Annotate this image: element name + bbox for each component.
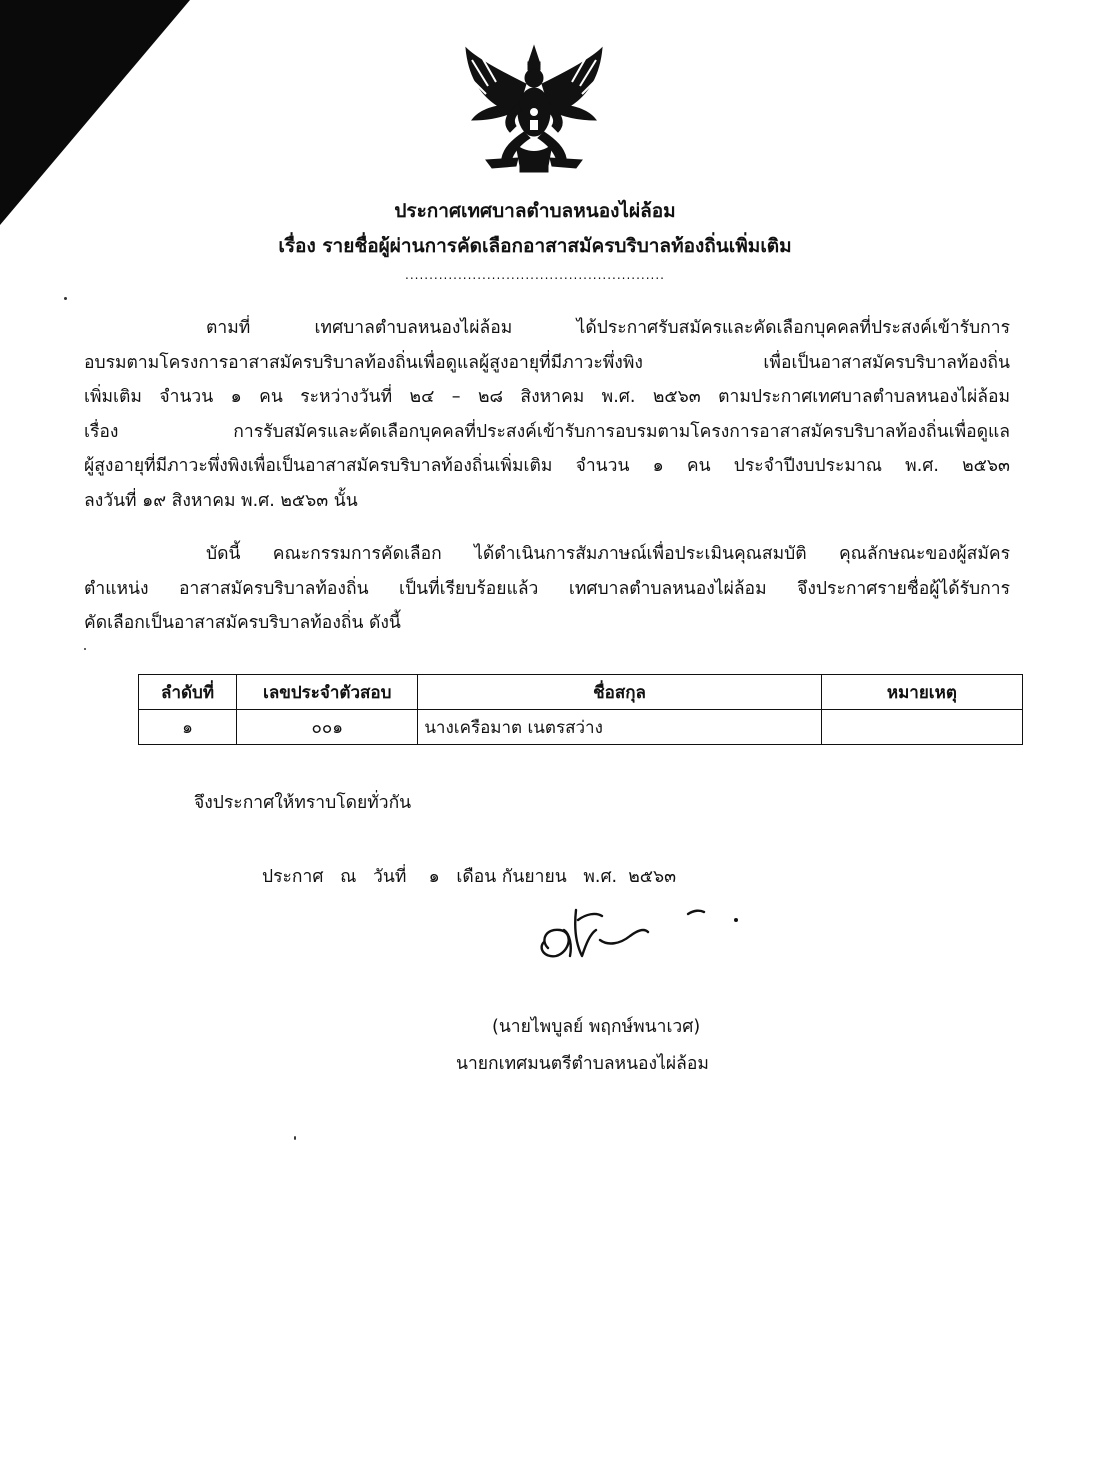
paragraph-line: ผู้สูงอายุที่มีภาวะพึ่งพิงเพื่อเป็นอาสาสมัครบริบาลท้องถิ่นเพิ่มเติม จำนวน ๑ คน ประจำปีงบประมาณ พ.ศ. ๒๕๖๓ xyxy=(84,456,1010,477)
announcement-subject: เรื่อง รายชื่อผู้ผ่านการคัดเลือกอาสาสมัครบริบาลท้องถิ่นเพิ่มเติม xyxy=(278,235,792,257)
cell-order: ๑ xyxy=(139,710,237,745)
paragraph-result xyxy=(84,537,1010,641)
paragraph-line: เรื่อง การรับสมัครและคัดเลือกบุคคลที่ประสงค์เข้ารับการอบรมตามโครงการอาสาสมัครบริบาลท้องถิ่นเพื่อดูแล xyxy=(84,421,1010,442)
scan-speck xyxy=(84,648,86,650)
scan-speck xyxy=(294,1136,296,1140)
header-name: ชื่อสกุล xyxy=(418,675,821,710)
signatory-position: นายกเทศมนตรีตำบลหนองไผ่ล้อม xyxy=(456,1054,709,1074)
cell-note xyxy=(821,710,1022,745)
paragraph-background xyxy=(84,311,1010,519)
cell-exam-id: ๐๐๑ xyxy=(237,710,418,745)
paragraph-line: อบรมตามโครงการอาสาสมัครบริบาลท้องถิ่นเพื่อดูแลผู้สูงอายุที่มีภาวะพึ่งพิง เพื่อเป็นอาสาสมัครบริบาลท้องถิ่น xyxy=(84,352,1010,373)
announcement-date: ประกาศ ณ วันที่ ๑ เดือน กันยายน พ.ศ. ๒๕๖๓ xyxy=(262,867,677,887)
closing-statement: จึงประกาศให้ทราบโดยทั่วกัน xyxy=(194,793,412,813)
signatory-name: (นายไพบูลย์ พฤกษ์พนาเวศ) xyxy=(492,1017,701,1037)
garuda-emblem-icon xyxy=(458,40,610,176)
paragraph-line: คัดเลือกเป็นอาสาสมัครบริบาลท้องถิ่น ดังนี้ xyxy=(84,613,401,634)
cell-name: นางเครือมาต เนตรสว่าง xyxy=(418,710,821,745)
header-note: หมายเหตุ xyxy=(821,675,1022,710)
table-header-row xyxy=(139,675,1023,710)
paragraph-line: บัดนี้ คณะกรรมการคัดเลือก ได้ดำเนินการสัมภาษณ์เพื่อประเมินคุณสมบัติ คุณลักษณะของผู้สมัคร xyxy=(206,544,1010,564)
paragraph-line: ตำแหน่ง อาสาสมัครบริบาลท้องถิ่น เป็นที่เรียบร้อยแล้ว เทศบาลตำบลหนองไผ่ล้อม จึงประกาศรายชื่อผู้ได้รับการ xyxy=(84,578,1010,599)
header-order: ลำดับที่ xyxy=(139,675,237,710)
table-row xyxy=(139,710,1023,745)
announcement-title: ประกาศเทศบาลตำบลหนองไผ่ล้อม xyxy=(394,200,676,222)
paragraph-line: ลงวันที่ ๑๙ สิงหาคม พ.ศ. ๒๕๖๓ นั้น xyxy=(84,490,358,511)
signature xyxy=(530,900,750,970)
paragraph-line: เพิ่มเติม จำนวน ๑ คน ระหว่างวันที่ ๒๔ – ๒๘ สิงหาคม พ.ศ. ๒๕๖๓ ตามประกาศเทศบาลตำบลหนองไผ่ล้อม xyxy=(84,387,1010,408)
header-exam-id: เลขประจำตัวสอบ xyxy=(237,675,418,710)
scan-speck xyxy=(64,297,67,300)
selected-candidates-table xyxy=(138,674,1023,745)
paragraph-line: ตามที่ เทศบาลตำบลหนองไผ่ล้อม ได้ประกาศรับสมัครและคัดเลือกบุคคลที่ประสงค์เข้ารับการ xyxy=(206,318,1010,338)
title-separator: ...................................................... xyxy=(405,268,665,282)
